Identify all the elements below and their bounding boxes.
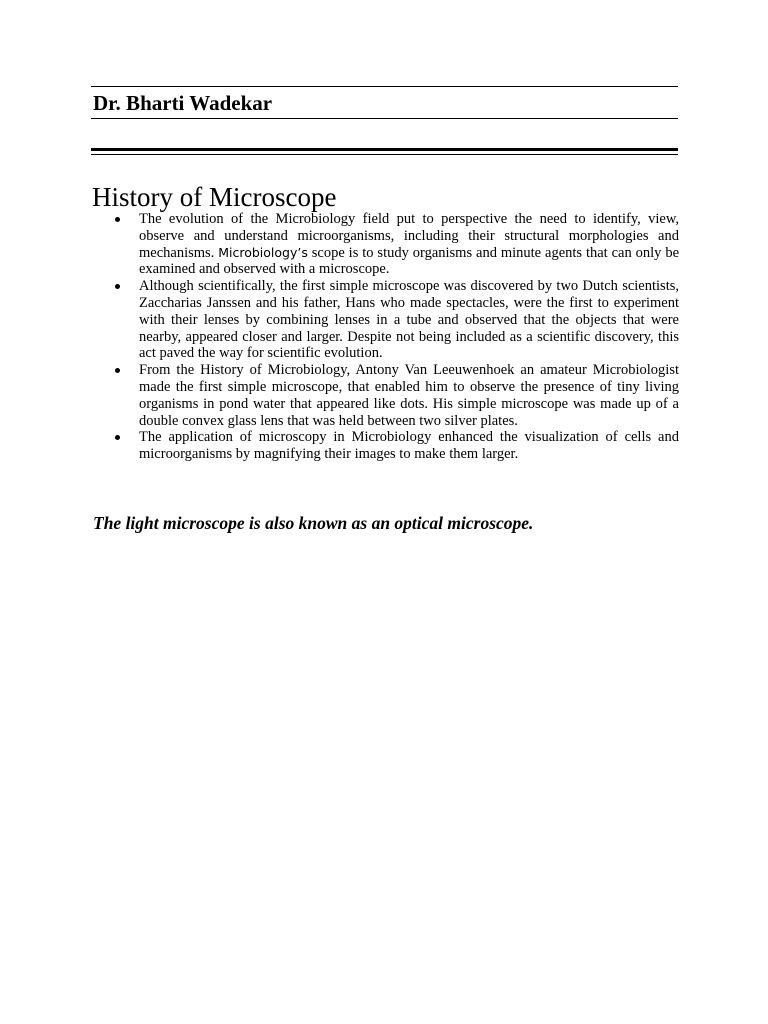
bullet-item-janssen xyxy=(93,278,679,362)
bullet-icon xyxy=(115,217,120,222)
header-bottom-rule xyxy=(91,118,678,119)
bullet-text: The application of microscopy in Microbiology enhanced the visualization of cells and microorganisms by magnifying their images to make them larger. xyxy=(139,429,679,463)
closing-statement: The light microscope is also known as an optical microscope. xyxy=(93,513,534,533)
bullet-text-part: scope is to study organisms and minute agents that can only be examined and observed with a microscope. xyxy=(139,244,680,278)
bullet-text-part: The evolution of the Microbiology field put to perspective the need to identify, view, observe and understand microorganisms, including their structural morphologies and mechanisms. xyxy=(139,211,679,261)
bullet-text: Although scientifically, the first simple microscope was discovered by two Dutch scientists, Zaccharias Janssen and his father, Hans who made spectacles, were the first to experiment with their lenses by combining lenses in a tube and observed that the objects that were nearby, appeared closer and larger. Despite not being included as a scientific discovery, this act paved the way for scientific evolution. xyxy=(139,278,679,362)
double-rule-thick xyxy=(91,148,678,151)
bullet-icon xyxy=(115,284,120,289)
bullet-icon xyxy=(115,368,120,373)
bullet-list xyxy=(93,211,679,463)
double-rule-thin xyxy=(91,154,678,155)
bullet-item-leeuwenhoek xyxy=(93,362,679,429)
section-title: History of Microscope xyxy=(92,182,337,212)
author-name: Dr. Bharti Wadekar xyxy=(93,91,273,115)
bullet-icon xyxy=(115,435,120,440)
bullet-text-sans-word: Microbiology’s xyxy=(218,244,308,260)
header-top-rule xyxy=(91,86,678,87)
bullet-item-evolution xyxy=(93,211,679,278)
bullet-text: From the History of Microbiology, Antony Van Leeuwenhoek an amateur Microbiologist made the first simple microscope, that enabled him to observe the presence of tiny living organisms in pond water that appeared like dots. His simple microscope was made up of a double convex glass lens that was held between two silver plates. xyxy=(139,362,679,429)
bullet-item-application xyxy=(93,429,679,463)
